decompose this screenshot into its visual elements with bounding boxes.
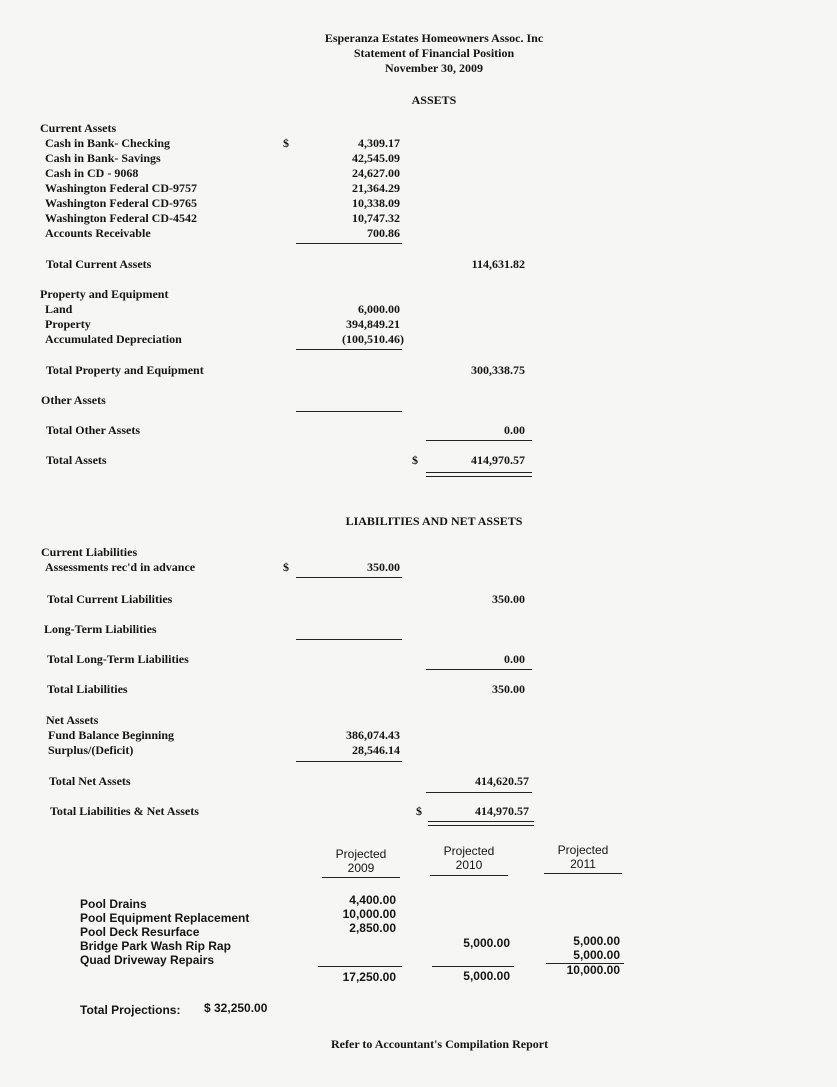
property-item-label: Property [45, 317, 91, 331]
subtotal-rule [296, 349, 402, 350]
total-net-assets-value: 414,620.57 [475, 774, 529, 788]
asset-item-label: Washington Federal CD-9765 [45, 196, 198, 210]
projection-item-label: Pool Equipment Replacement [80, 911, 250, 925]
column-rule [318, 966, 402, 967]
projection-total-2011: 10,000.00 [566, 963, 620, 977]
current-liabilities-title: Current Liabilities [41, 545, 138, 559]
total-assets-label: Total Assets [46, 453, 107, 467]
liability-currency: $ [283, 560, 289, 574]
total-net-assets-label: Total Net Assets [49, 774, 131, 788]
column-rule [432, 966, 514, 967]
total-rule [426, 792, 532, 793]
subtotal-rule [296, 577, 402, 578]
asset-item-label: Cash in Bank- Checking [45, 136, 171, 150]
projection-column-year: 2009 [347, 861, 375, 875]
property-item-amount: 394,849.21 [346, 317, 400, 331]
assets-heading: ASSETS [411, 93, 457, 107]
asset-item-label: Washington Federal CD-9757 [45, 181, 198, 195]
total-other-assets-value: 0.00 [504, 423, 525, 437]
asset-item-label: Washington Federal CD-4542 [45, 211, 198, 225]
projection-value-2009: 10,000.00 [342, 907, 396, 921]
total-long-term-value: 0.00 [504, 652, 525, 666]
grand-total-value: 414,970.57 [475, 804, 529, 818]
column-rule [544, 873, 622, 874]
total-rule [426, 440, 532, 441]
total-liabilities-value: 350.00 [492, 682, 525, 696]
projection-value-2011: 5,000.00 [573, 948, 620, 962]
statement-date: November 30, 2009 [384, 61, 484, 75]
total-current-assets-label: Total Current Assets [46, 257, 152, 271]
total-projections-value: $ 32,250.00 [204, 1001, 268, 1015]
asset-item-amount: 10,338.09 [352, 196, 400, 210]
asset-item-amount: 4,309.17 [358, 136, 400, 150]
total-rule [426, 669, 532, 670]
projection-value-2009: 2,850.00 [349, 921, 396, 935]
projection-item-label: Pool Drains [80, 897, 147, 911]
property-item-amount: (100,510.46) [342, 332, 404, 346]
total-current-liabilities-label: Total Current Liabilities [47, 592, 173, 606]
current-assets-currency: $ [283, 136, 289, 150]
total-assets-value: 414,970.57 [471, 453, 525, 467]
current-assets-title: Current Assets [40, 121, 117, 135]
net-asset-item-label: Surplus/(Deficit) [48, 743, 134, 757]
column-rule [430, 875, 508, 876]
asset-item-amount: 700.86 [367, 226, 400, 240]
projection-item-label: Bridge Park Wash Rip Rap [80, 939, 231, 953]
asset-item-label: Cash in CD - 9068 [45, 166, 139, 180]
projection-column-label: Projected [557, 843, 609, 857]
total-other-assets-label: Total Other Assets [46, 423, 141, 437]
other-assets-title: Other Assets [41, 393, 106, 407]
net-asset-item-amount: 28,546.14 [352, 743, 400, 757]
total-assets-currency: $ [412, 453, 418, 467]
projection-value-2010: 5,000.00 [463, 936, 510, 950]
projection-value-2009: 4,400.00 [349, 893, 396, 907]
asset-item-amount: 10,747.32 [352, 211, 400, 225]
property-item-label: Land [45, 302, 73, 316]
statement-title: Statement of Financial Position [353, 46, 515, 60]
projection-column-year: 2010 [455, 858, 483, 872]
asset-item-label: Accounts Receivable [45, 226, 151, 240]
projection-total-2010: 5,000.00 [463, 969, 510, 983]
liability-item-label: Assessments rec'd in advance [45, 560, 196, 574]
total-liabilities-net-assets-label: Total Liabilities & Net Assets [50, 804, 199, 818]
asset-item-amount: 42,545.09 [352, 151, 400, 165]
projection-column-year: 2011 [570, 857, 596, 871]
total-projections-label: Total Projections: [80, 1003, 181, 1017]
long-term-liabilities-title: Long-Term Liabilities [44, 622, 157, 636]
net-assets-title: Net Assets [46, 713, 99, 727]
double-rule-top [426, 472, 532, 473]
asset-item-label: Cash in Bank- Savings [45, 151, 161, 165]
property-item-label: Accumulated Depreciation [45, 332, 182, 346]
projection-item-label: Quad Driveway Repairs [80, 953, 215, 967]
total-property-value: 300,338.75 [471, 363, 525, 377]
projection-column-label: Projected [335, 847, 387, 861]
total-liabilities-label: Total Liabilities [47, 682, 128, 696]
asset-item-amount: 24,627.00 [352, 166, 400, 180]
net-asset-item-label: Fund Balance Beginning [48, 728, 175, 742]
double-rule-top [428, 821, 534, 822]
liabilities-heading: LIABILITIES AND NET ASSETS [345, 514, 523, 528]
double-rule-bottom [426, 476, 532, 477]
total-current-assets-value: 114,631.82 [471, 257, 525, 271]
property-title: Property and Equipment [40, 287, 169, 301]
subtotal-rule [296, 243, 402, 244]
subtotal-rule [296, 761, 402, 762]
total-current-liabilities-value: 350.00 [492, 592, 525, 606]
subtotal-rule [296, 639, 402, 640]
net-asset-item-amount: 386,074.43 [346, 728, 400, 742]
projection-column-label: Projected [443, 844, 495, 858]
projection-value-2011: 5,000.00 [573, 934, 620, 948]
subtotal-rule [296, 411, 402, 412]
asset-item-amount: 21,364.29 [352, 181, 400, 195]
total-property-label: Total Property and Equipment [46, 363, 204, 377]
property-item-amount: 6,000.00 [358, 302, 400, 316]
org-name: Esperanza Estates Homeowners Assoc. Inc [324, 31, 544, 45]
total-long-term-label: Total Long-Term Liabilities [47, 652, 189, 666]
double-rule-bottom [428, 825, 534, 826]
grand-total-currency: $ [416, 804, 422, 818]
projection-item-label: Pool Deck Resurface [80, 925, 200, 939]
liability-item-amount: 350.00 [367, 560, 400, 574]
projection-total-2009: 17,250.00 [342, 970, 396, 984]
column-rule [322, 877, 400, 878]
footer-note: Refer to Accountant's Compilation Report [331, 1037, 549, 1051]
